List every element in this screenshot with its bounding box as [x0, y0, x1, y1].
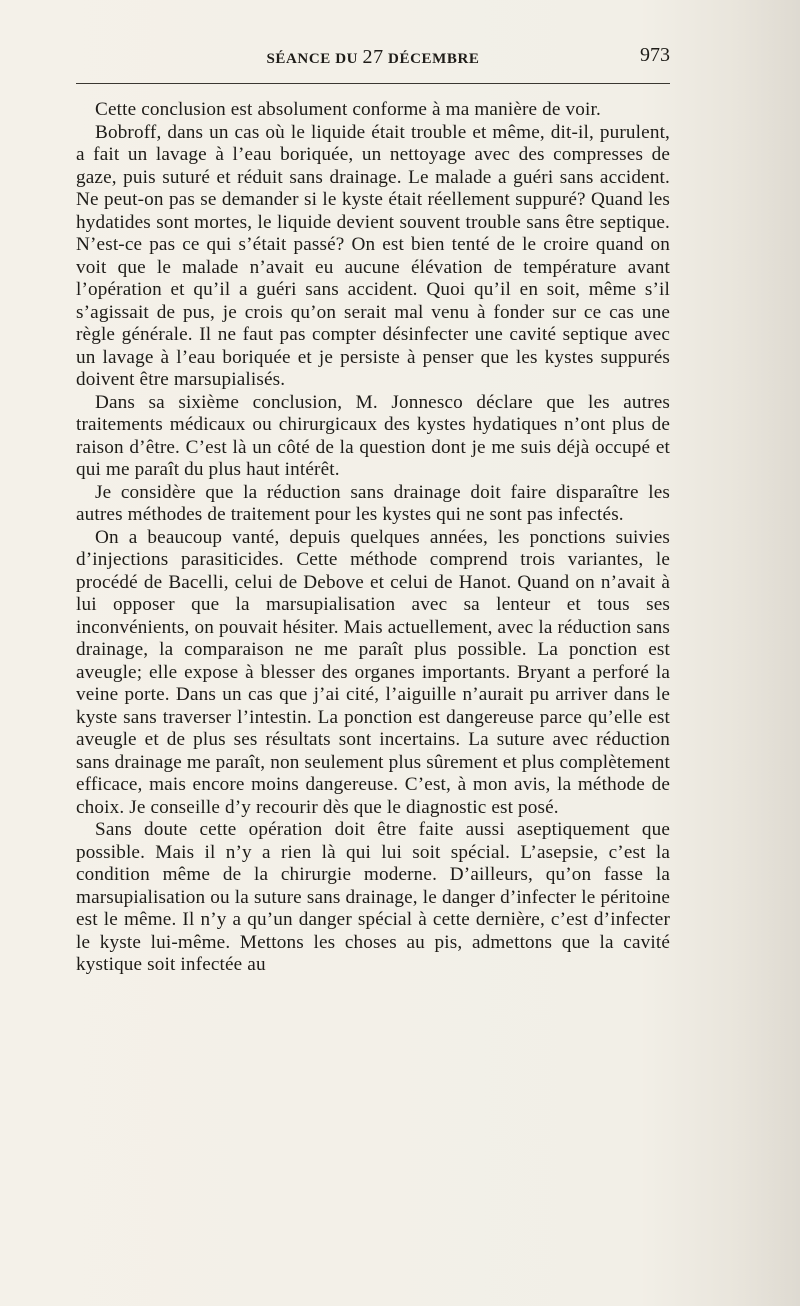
page-number: 973 [640, 44, 670, 66]
paragraph-6: Sans doute cette opération doit être faite aussi aseptiquement que possible. Mais il n’y a rien là qui lui soit spécial. L’asepsie, c’est la condition même de la chirurgie moderne. D’ailleurs, qu’on fasse la marsupialisation ou la suture sans drainage, le danger d’infecter le péritoine est le même. Il n’y a qu’un danger spécial à cette dernière, c’est d’infecter le kyste lui-même. Mettons les choses au pis, admettons que la cavité kystique soit infectée au [76, 819, 670, 975]
running-head [76, 46, 670, 69]
running-head-month: DÉCEMBRE [388, 51, 480, 67]
paragraph-3: Dans sa sixième conclusion, M. Jonnesco déclare que les autres traitements médicaux ou chirurgicaux des kystes hydatiques n’ont plus de raison d’être. C’est là un côté de la question dont je me suis déjà occupé et qui me paraît du plus haut intérêt. [76, 391, 670, 480]
header-rule [76, 83, 670, 84]
body-text [76, 99, 670, 977]
running-head-prefix: SÉANCE DU [266, 51, 359, 67]
page-header [76, 42, 670, 72]
paragraph-1: Cette conclusion est absolument conforme à ma manière de voir. [95, 99, 601, 120]
paragraph-2: Bobroff, dans un cas où le liquide était trouble et même, dit-il, purulent, a fait un lavage à l’eau boriquée, un nettoyage avec des compresses de gaze, puis suturé et réduit sans drainage. Le malade a guéri sans accident. Ne peut-on pas se demander si le kyste était réellement suppuré? Quand les hydatides sont mortes, le liquide devient souvent trouble sans être septique. N’est-ce pas ce qui s’était passé? On est bien tenté de le croire quand on voit que le malade n’avait eu aucune élévation de température avant l’opération et qu’il a guéri sans accident. Quoi qu’il en soit, même s’il s’agissait de pus, je crois qu’on serait mal venu à fonder sur ce cas une règle générale. Il ne faut pas compter désinfecter une cavité septique avec un lavage à l’eau boriquée et je persiste à penser que les kystes suppurés doivent être marsupialisés. [76, 121, 670, 390]
running-head-day: 27 [362, 46, 384, 68]
paragraph-5: On a beaucoup vanté, depuis quelques années, les ponctions suivies d’injections parasiticides. Cette méthode comprend trois variantes, le procédé de Bacelli, celui de Debove et celui de Hanot. Quand on n’avait à lui opposer que la marsupialisation avec sa lenteur et tous ses inconvénients, on pouvait hésiter. Mais actuellement, avec la réduction sans drainage, la comparaison ne me paraît plus possible. La ponction est aveugle; elle expose à blesser des organes importants. Bryant a perforé la veine porte. Dans un cas que j’ai cité, l’aiguille n’aurait pu arriver dans le kyste sans traverser l’intestin. La ponction est dangereuse parce qu’elle est aveugle et de plus ses résultats sont incertains. La suture avec réduction sans drainage me paraît, non seulement plus sûrement et plus complètement efficace, mais encore moins dangereuse. C’est, à mon avis, la méthode de choix. Je conseille d’y recourir dès que le diagnostic est posé. [76, 526, 670, 818]
paragraph-4: Je considère que la réduction sans drainage doit faire disparaître les autres méthodes de traitement pour les kystes qui ne sont pas infectés. [76, 481, 670, 525]
